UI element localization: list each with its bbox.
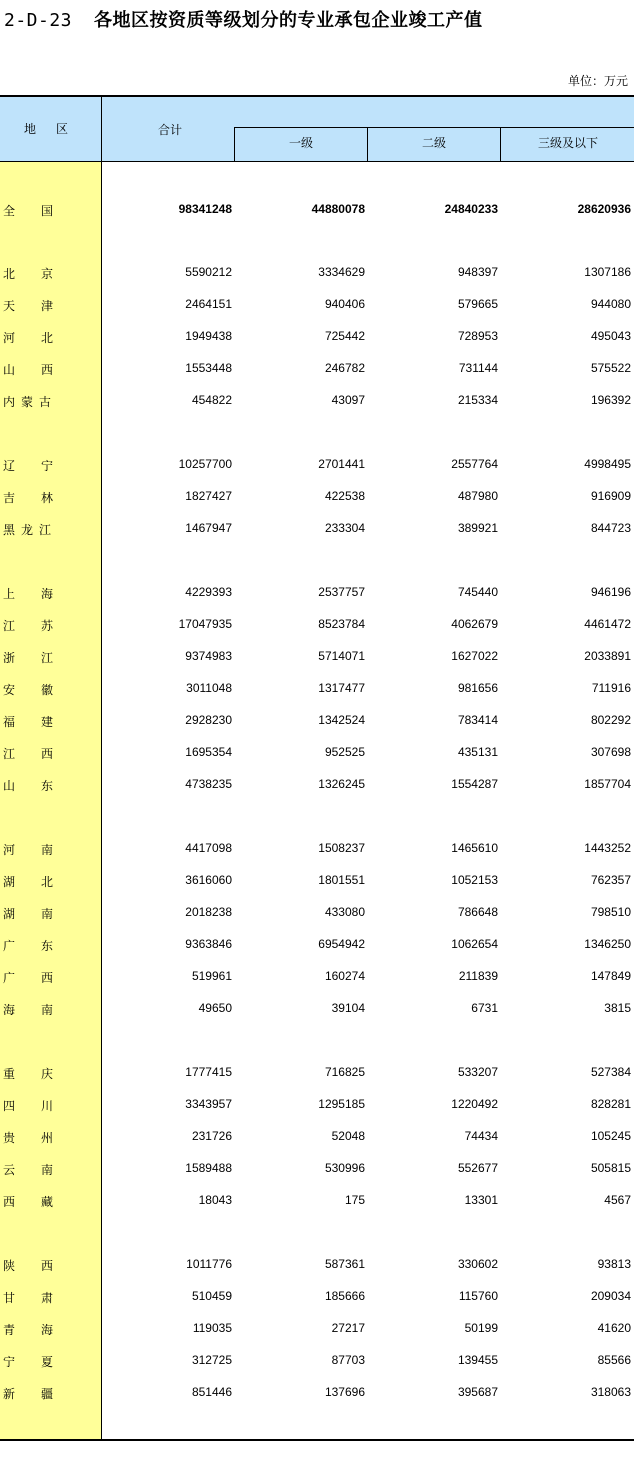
grade2-value: 948397 [457,265,498,279]
region-name: 山西 [3,363,80,377]
total-value: 1589488 [185,1161,232,1175]
grade2-value: 579665 [457,297,498,311]
header-grade2: 二级 [367,128,500,161]
grade1-value: 952525 [324,745,365,759]
grade3-value: 762357 [590,873,631,887]
table-row [0,583,634,603]
total-value: 1695354 [185,745,232,759]
table-row [0,1319,634,1339]
grade2-value: 728953 [457,329,498,343]
grade2-value: 745440 [457,585,498,599]
table-row [0,200,634,220]
grade1-value: 1801551 [318,873,365,887]
grade2-value: 2557764 [451,457,498,471]
region-name: 宁夏 [3,1355,80,1369]
header-total-label: 合计 [158,123,183,137]
grade2-value: 1465610 [451,841,498,855]
grade1-value: 52048 [331,1129,365,1143]
total-value: 3616060 [185,873,232,887]
total-value: 2928230 [185,713,232,727]
grade1-value: 185666 [324,1289,365,1303]
grade2-value: 1554287 [451,777,498,791]
table-row [0,711,634,731]
grade2-value: 1062654 [451,937,498,951]
grade3-value: 944080 [590,297,631,311]
table-row [0,1287,634,1307]
grade3-value: 3815 [604,1001,631,1015]
total-value: 519961 [191,969,232,983]
total-value: 17047935 [178,617,232,631]
total-value: 1949438 [185,329,232,343]
header-grade1: 一级 [234,128,367,161]
region-name: 河南 [3,843,80,857]
grade3-value: 209034 [590,1289,631,1303]
table-row [0,359,634,379]
table-row [0,871,634,891]
grade2-value: 4062679 [451,617,498,631]
grade2-value: 6731 [471,1001,498,1015]
header-grade3: 三级及以下 [500,128,634,161]
total-value: 4738235 [185,777,232,791]
grade1-value: 246782 [324,361,365,375]
grade2-value: 731144 [458,361,498,375]
table-row [0,615,634,635]
region-name: 广西 [3,971,80,985]
grade3-value: 1307186 [584,265,631,279]
grade3-value: 505815 [590,1161,631,1175]
grade1-value: 530996 [324,1161,365,1175]
grade1-value: 39104 [331,1001,365,1015]
region-name: 浙江 [3,651,80,665]
region-name: 四川 [3,1099,80,1113]
table-row [0,519,634,539]
grade2-value: 981656 [457,681,498,695]
total-value: 3011048 [186,681,232,695]
grade3-value: 495043 [590,329,631,343]
table-row [0,1383,634,1403]
grade2-value: 13301 [464,1193,498,1207]
region-name: 福建 [3,715,80,729]
grade1-value: 5714071 [318,649,365,663]
grade1-value: 940406 [324,297,365,311]
grade2-value: 487980 [457,489,498,503]
grade2-value: 1627022 [451,649,498,663]
grade3-value: 798510 [590,905,631,919]
grade3-value: 4461472 [584,617,631,631]
table-row [0,903,634,923]
grade1-value: 1326245 [318,777,365,791]
region-name: 云南 [3,1163,80,1177]
region-name: 河北 [3,331,80,345]
grade1-value: 175 [344,1193,365,1207]
grade3-value: 1857704 [584,777,631,791]
grade2-value: 783414 [457,713,498,727]
grade1-value: 433080 [324,905,365,919]
grade2-value: 435131 [457,745,498,759]
region-name: 辽宁 [3,459,80,473]
region-name: 湖南 [3,907,80,921]
grade3-value: 307698 [590,745,631,759]
grade1-value: 87703 [331,1353,365,1367]
grade1-value: 725442 [324,329,365,343]
grade3-value: 28620936 [577,202,631,216]
grade3-value: 1346250 [584,937,631,951]
region-name: 江西 [3,747,80,761]
table-row [0,263,634,283]
header-region-cell [0,97,102,161]
table-code: 2-D-23 [4,10,73,31]
region-name: 安徽 [3,683,80,697]
total-value: 231726 [191,1129,232,1143]
grade3-value: 93813 [597,1257,631,1271]
table-row [0,775,634,795]
grade1-value: 27217 [331,1321,365,1335]
grade1-value: 6954942 [318,937,365,951]
table-row [0,1095,634,1115]
grade1-value: 422538 [324,489,365,503]
grade2-value: 1052153 [451,873,498,887]
total-value: 4417098 [185,841,232,855]
table-row [0,327,634,347]
table-row [0,295,634,315]
grade3-value: 802292 [590,713,631,727]
grade3-value: 828281 [590,1097,631,1111]
total-value: 9363846 [185,937,232,951]
region-name: 吉林 [3,491,80,505]
grade2-value: 533207 [457,1065,498,1079]
grade1-value: 137696 [324,1385,365,1399]
total-value: 1467947 [185,521,232,535]
table-header [0,97,634,162]
total-value: 1827427 [185,489,232,503]
grade3-value: 4567 [604,1193,631,1207]
total-value: 10257700 [178,457,232,471]
grade2-value: 552677 [457,1161,498,1175]
region-name: 江苏 [3,619,80,633]
grade1-value: 2537757 [318,585,365,599]
grade1-value: 160274 [324,969,365,983]
table-row [0,679,634,699]
table-row [0,487,634,507]
total-value: 18043 [198,1193,232,1207]
table-row [0,455,634,475]
total-value: 4229393 [185,585,232,599]
grade2-value: 115760 [458,1289,498,1303]
grade1-value: 233304 [324,521,365,535]
region-name: 北京 [3,267,80,281]
grade1-value: 8523784 [318,617,365,631]
total-value: 1777415 [185,1065,232,1079]
table-row [0,1191,634,1211]
grade1-value: 44880078 [311,202,365,216]
total-value: 510459 [191,1289,232,1303]
table-row [0,743,634,763]
table-row [0,839,634,859]
grade2-value: 24840233 [444,202,498,216]
grade3-value: 575522 [590,361,631,375]
grade2-value: 139455 [457,1353,498,1367]
region-name: 湖北 [3,875,80,889]
total-value: 9374983 [185,649,232,663]
region-name: 内蒙古 [3,395,58,409]
table-row [0,967,634,987]
grade1-value: 1508237 [318,841,365,855]
table-row [0,999,634,1019]
region-name: 全国 [3,204,80,218]
grade3-value: 105245 [590,1129,631,1143]
grade1-value: 2701441 [318,457,365,471]
grade1-value: 43097 [331,393,365,407]
total-value: 1011776 [186,1257,232,1271]
region-column-background [0,162,102,1439]
table-row [0,391,634,411]
region-name: 重庆 [3,1067,80,1081]
grade2-value: 330602 [457,1257,498,1271]
total-value: 454822 [191,393,232,407]
total-value: 851446 [191,1385,232,1399]
grade2-value: 1220492 [451,1097,498,1111]
grade1-value: 587361 [324,1257,365,1271]
grade3-value: 844723 [590,521,631,535]
total-value: 1553448 [185,361,232,375]
region-name: 广东 [3,939,80,953]
table-row [0,1351,634,1371]
table-title: 各地区按资质等级划分的专业承包企业竣工产值 [94,10,483,31]
grade1-value: 716825 [324,1065,365,1079]
region-name: 上海 [3,587,80,601]
header-region-label: 地区 [24,122,89,136]
grade3-value: 916909 [590,489,631,503]
grade2-value: 50199 [464,1321,498,1335]
grade3-value: 41620 [597,1321,631,1335]
table-row [0,1159,634,1179]
table-row [0,1063,634,1083]
total-value: 3343957 [185,1097,232,1111]
region-name: 黑龙江 [3,523,58,537]
grade3-value: 85566 [597,1353,631,1367]
unit-label: 单位：万元 [567,74,628,88]
total-value: 2464151 [185,297,232,311]
total-value: 119035 [192,1321,232,1335]
grade3-value: 4998495 [584,457,631,471]
table-row [0,1127,634,1147]
total-value: 98341248 [178,202,232,216]
grade2-value: 395687 [457,1385,498,1399]
table-row [0,1255,634,1275]
grade3-value: 147849 [590,969,631,983]
grade2-value: 389921 [457,521,498,535]
grade1-value: 1342524 [318,713,365,727]
total-value: 2018238 [185,905,232,919]
header-total-cell [102,97,234,161]
grade2-value: 786648 [457,905,498,919]
grade3-value: 2033891 [584,649,631,663]
grade2-value: 211839 [458,969,498,983]
grade3-value: 946196 [590,585,631,599]
grade1-value: 1295185 [318,1097,365,1111]
region-name: 青海 [3,1323,80,1337]
grade2-value: 215334 [457,393,498,407]
grade3-value: 196392 [590,393,631,407]
region-name: 新疆 [3,1387,80,1401]
region-name: 陕西 [3,1259,80,1273]
grade1-value: 3334629 [318,265,365,279]
region-name: 山东 [3,779,80,793]
page-title [4,6,483,32]
total-value: 5590212 [185,265,232,279]
region-name: 天津 [3,299,80,313]
grade3-value: 318063 [590,1385,631,1399]
grade3-value: 711916 [591,681,631,695]
table-row [0,647,634,667]
region-name: 贵州 [3,1131,80,1145]
total-value: 49650 [198,1001,232,1015]
grade3-value: 527384 [590,1065,631,1079]
grade2-value: 74434 [464,1129,498,1143]
region-name: 甘肃 [3,1291,80,1305]
table-row [0,935,634,955]
region-name: 西藏 [3,1195,80,1209]
grade3-value: 1443252 [584,841,631,855]
total-value: 312725 [191,1353,232,1367]
bottom-rule [0,1439,634,1441]
region-name: 海南 [3,1003,80,1017]
grade1-value: 1317477 [318,681,365,695]
